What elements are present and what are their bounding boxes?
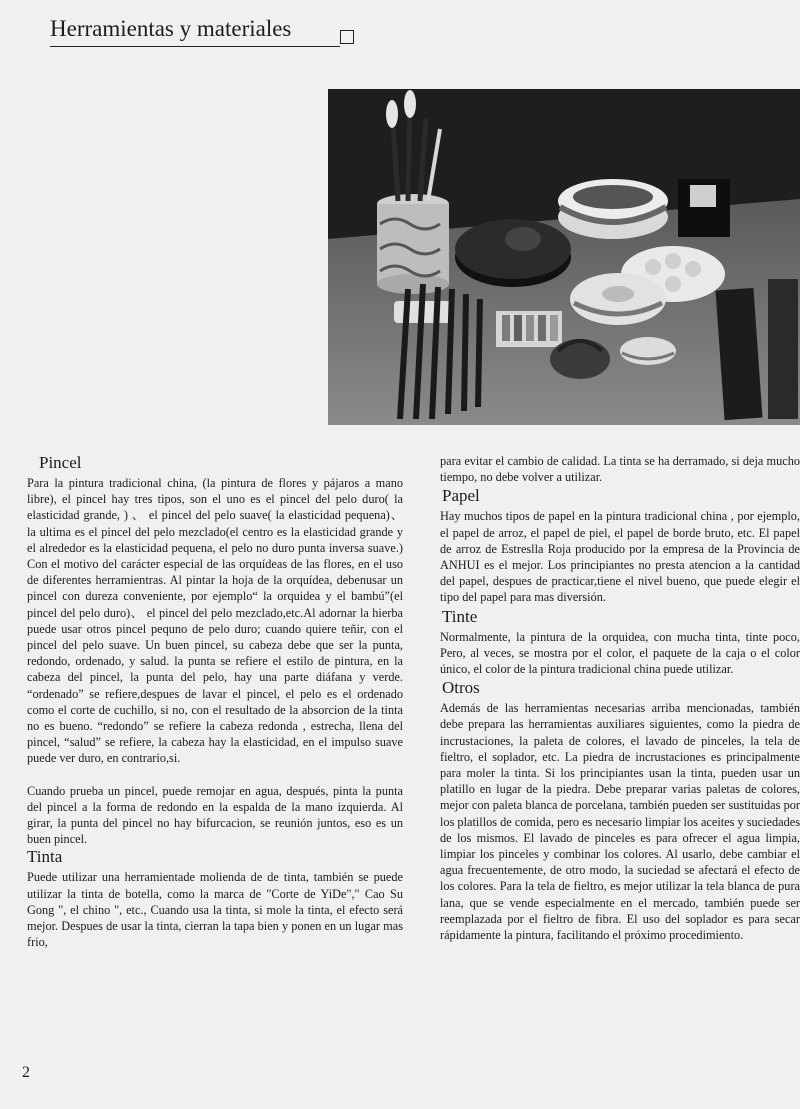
paint-tubes — [496, 311, 562, 347]
title-square-icon — [340, 30, 354, 44]
tinta-continuation: para evitar el cambio de calidad. La tinta se ha derramado, si deja mucho tiempo, no debe volver a utilizar. — [440, 454, 800, 485]
otros-paragraph: Además de las herramientas necesarias arriba mencionadas, también debe prepara las herramientas auxiliares siguientes, como la piedra de incrustaciones, la paleta de colores, el lavado de pinceles, la tela de fieltro, el soplador, etc. La piedra de incrustaciones es principalmente para moler la tinta. Si los principiantes usan la tinta, pueden usar un platillo en lugar de la piedra. Debe preparar varias paletas de colores, mejor con paleta blanca de porcelana, también pueden ser sustituidas por los platillos de comida, pero es necesario limpiar los aceites y suciedades de los mismos. El lavado de pinceles es para ofrecer el agua limpia, limpiar los pinceles y combinar los colores. Al usarlo, debe cambiar el agua frecuentemente, de otro modo, la suciedad se afectará el efecto de los colores. Para la tela de fieltro, es mejor utilizar la tela blanca de pura lana, que se vende especialmente en el mercado, también puede ser reemplazada por el fieltro de fibra. El uso del soplador es para secar rápidamente la pintura, facilitando el próximo procedimiento. — [440, 701, 800, 943]
papel-heading: Papel — [442, 486, 480, 506]
ink-stone — [455, 219, 571, 287]
tinta-paragraph: Puede utilizar una herramientade molienda de de tinta, también se puede utilizar la tinta de botella, como la marca de "Corte de YiDe"," Cao Su Gong ", el chino ", etc., Cuando usa la tinta, si mole la tinta, el efecto será mejor. Despues de usar la tinta, cierran la tapa bien y ponen en un lugar mas frio, — [27, 870, 403, 950]
pincel-paragraph-1: Para la pintura tradicional china, (la pintura de flores y pájaros a mano libre), el pincel hay tres tipos, son el uno es el pincel del pelo duro( la elasticidad grande, ) 、 el pincel del pelo suave( la elasticidad pequena)、 la ultima es el pincel del pelo mezclado(el centro es la elasticidad grande y el alrededor es la elasticidad pequena, el pelo no duro punta inversa suave.) Con el motivo del carácter especial de las orquídeas de las flores, en el uso de diferentes herramientras. Al pintar la hoja de la orquídea, debenusar un pincel con dureza conveniente, por ejemplo“ la orquidea y el bambú”(el pincel del pelo duro)、 el pincel del pelo mezclado,etc.Al adornar la hierba puede usar otros pincel pequno de pelo duro; cuando quiere teñir, con el pincel del pelo suave. Un buen pincel, su cabeza debe que ser la punta, redondo, ordenado, y salud. la punta se refiere el estilo de pintura, en la cabeza del pincel, la punta del pelo, hay una parte diáfana y verde. “ordenado” se refiere,despues de lavar el pincel, el pelo es el ordenado como el corte de cuchillo, si no, con el resultado de la absorcion de la tinta no es bueno. “redondo” se refiere la cabeza redonda , estrecha, llena del pincel, “salud” se refiere, la cabeza hay la elasticidad, en el impulso suave puede ver duro, en contrario,si. — [27, 476, 403, 766]
tinte-heading: Tinte — [442, 606, 478, 626]
title-block — [50, 14, 355, 47]
ink-box — [678, 179, 730, 237]
papel-paragraph: Hay muchos tipos de papel en la pintura tradicional china , por ejemplo, el papel de arroz, el papel de piel, el papel de borde bruto, etc. El papel de arroz de Estreslla Roja producido por la empresa de la Provincia de ANHUI es el mejor. Los principiantes no presta atencion a la cantidad del papel, despues de practicar,tiene el nivel bueno, que puede elegir el tipo del papel para mas diversión. — [440, 509, 800, 605]
page-number: 2 — [22, 1064, 30, 1081]
page-title: Herramientas y materiales — [50, 14, 340, 47]
porcelain-bowl — [558, 179, 668, 239]
tinta-heading: Tinta — [27, 847, 63, 867]
tinte-paragraph: Normalmente, la pintura de la orquidea, con mucha tinta, tinte poco, Pero, al veces, se mostra por el color, el paquete de la caja o el color único, el color de la pintura tradicional china puede utilizar. — [440, 629, 800, 677]
left-column — [27, 453, 403, 950]
tools-photo — [328, 89, 800, 425]
right-column — [440, 453, 800, 943]
pincel-paragraph-2: Cuando prueba un pincel, puede remojar en agua, después, pinta la punta del pincel a la forma de redondo en la espalda de la mano izquierda. Al girar, la punta del pincel no hay bifurcacion, se reunión juntos, eso es un buen pincel. — [27, 783, 403, 847]
otros-heading: Otros — [442, 678, 480, 698]
seal-stone — [550, 339, 610, 379]
tools-photo-art — [328, 89, 800, 425]
pincel-heading: Pincel — [39, 453, 82, 472]
